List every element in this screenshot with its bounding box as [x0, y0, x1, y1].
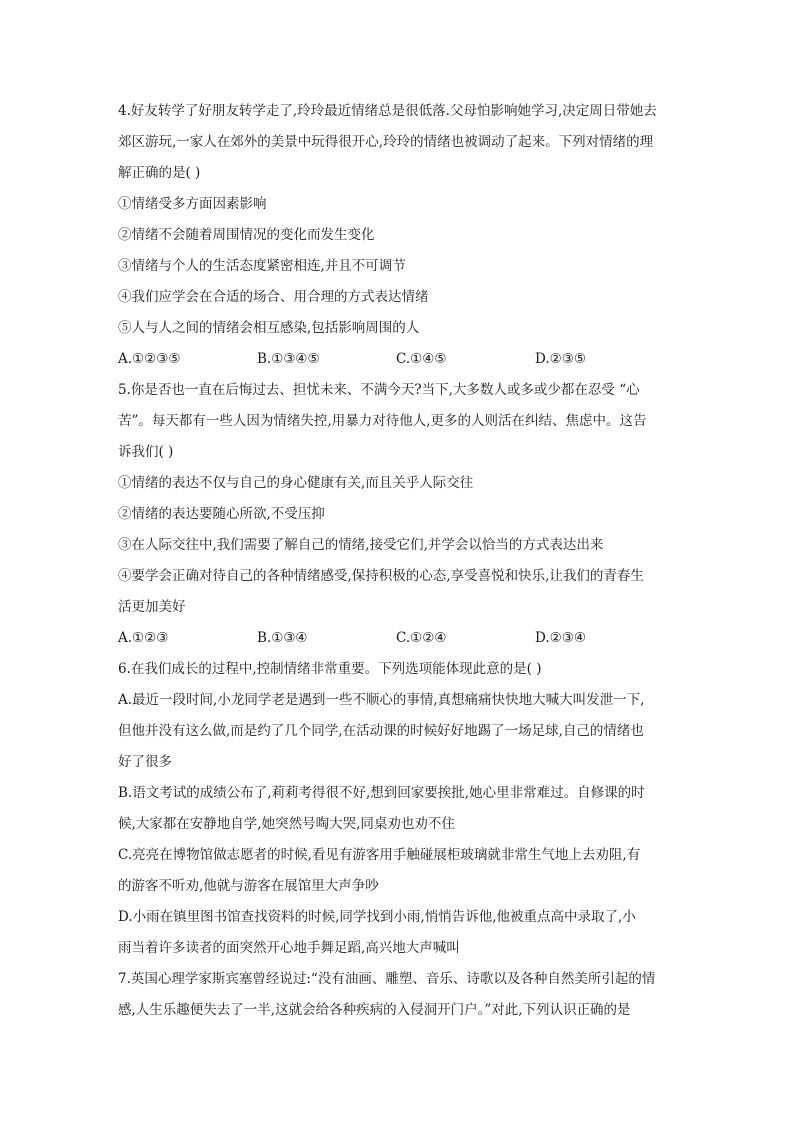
answer-options — [118, 623, 676, 654]
option-line: B.语文考试的成绩公布了,莉莉考得很不好,想到回家要挨批,她心里非常难过。自修课的时 — [118, 785, 645, 801]
option-b: B.①③④⑤ — [257, 351, 320, 367]
statement-line: ⑤人与人之间的情绪会相互感染,包括影响周围的人 — [118, 320, 420, 336]
statement-line: ③在人际交往中,我们需要了解自己的情绪,接受它们,并学会以恰当的方式表达出来 — [118, 537, 604, 553]
question-6 — [118, 654, 676, 964]
option-a: A.①②③ — [118, 630, 169, 646]
option-line: C.亮亮在博物馆做志愿者的时候,看见有游客用手触碰展柜玻璃就非常生气地上去劝阻,有 — [118, 847, 641, 863]
question-5 — [118, 375, 676, 654]
statement-line: ①情绪的表达不仅与自己的身心健康有关,而且关乎人际交往 — [118, 475, 474, 491]
option-line: 的游客不听劝,他就与游客在展馆里大声争吵 — [118, 878, 379, 894]
question-stem-line: 感,人生乐趣便失去了一半,这就会给各种疾病的入侵洞开门户。”对此,下列认识正确的是 — [118, 1002, 631, 1018]
answer-options — [118, 344, 676, 375]
option-b: B.①③④ — [257, 630, 308, 646]
option-d: D.②③⑤ — [535, 351, 586, 367]
question-stem-line: 5.你是否也一直在后悔过去、担忧未来、不满今天?当下,大多数人或多或少都在忍受 “心 — [118, 382, 640, 398]
question-stem-line: 7.英国心理学家斯宾塞曾经说过:“没有油画、雕塑、音乐、诗歌以及各种自然美所引起的情 — [118, 971, 656, 987]
option-line: 但他并没有这么做,而是约了几个同学,在活动课的时候好好地踢了一场足球,自己的情绪也 — [118, 723, 644, 739]
statement-line: ④我们应学会在合适的场合、用合理的方式表达情绪 — [118, 289, 429, 305]
statement-line: ④要学会正确对待自己的各种情绪感受,保持积极的心态,享受喜悦和快乐,让我们的青春生 — [118, 568, 644, 584]
question-stem-line: 6.在我们成长的过程中,控制情绪非常重要。下列选项能体现此意的是( ) — [118, 661, 542, 677]
question-stem-line: 苦”。每天都有一些人因为情绪失控,用暴力对待他人,更多的人则活在纠结、焦虑中。这告 — [118, 413, 647, 429]
option-line: 好了很多 — [118, 754, 172, 770]
option-a: A.①②③⑤ — [118, 351, 181, 367]
question-4 — [118, 96, 676, 375]
option-line: 候,大家都在安静地自学,她突然号啕大哭,同桌劝也劝不住 — [118, 816, 455, 832]
statement-line: ②情绪的表达要随心所欲,不受压抑 — [118, 506, 325, 522]
option-c: C.①④⑤ — [396, 351, 447, 367]
option-line: D.小雨在镇里图书馆查找资料的时候,同学找到小雨,悄悄告诉他,他被重点高中录取了,小 — [118, 909, 636, 925]
option-c: C.①②④ — [396, 630, 447, 646]
question-stem-line: 4.好友转学了好朋友转学走了,玲玲最近情绪总是很低落.父母怕影响她学习,决定周日带她去 — [118, 103, 657, 119]
statement-line: 活更加美好 — [118, 599, 186, 615]
statement-line: ③情绪与个人的生活态度紧密相连,并且不可调节 — [118, 258, 406, 274]
question-stem-line: 解正确的是( ) — [118, 165, 201, 181]
statement-line: ②情绪不会随着周围情况的变化而发生变化 — [118, 227, 375, 243]
option-d: D.②③④ — [535, 630, 586, 646]
statement-line: ①情绪受多方面因素影响 — [118, 196, 267, 212]
question-stem-line: 郊区游玩,一家人在郊外的美景中玩得很开心,玲玲的情绪也被调动了起来。下列对情绪的理 — [118, 134, 654, 150]
option-line: 雨当着许多读者的面突然开心地手舞足蹈,高兴地大声喊叫 — [118, 940, 460, 956]
question-7 — [118, 964, 676, 1026]
option-line: A.最近一段时间,小龙同学老是遇到一些不顺心的事情,真想痛痛快快地大喊大叫发泄一下, — [118, 692, 645, 708]
question-stem-line: 诉我们( ) — [118, 444, 174, 460]
